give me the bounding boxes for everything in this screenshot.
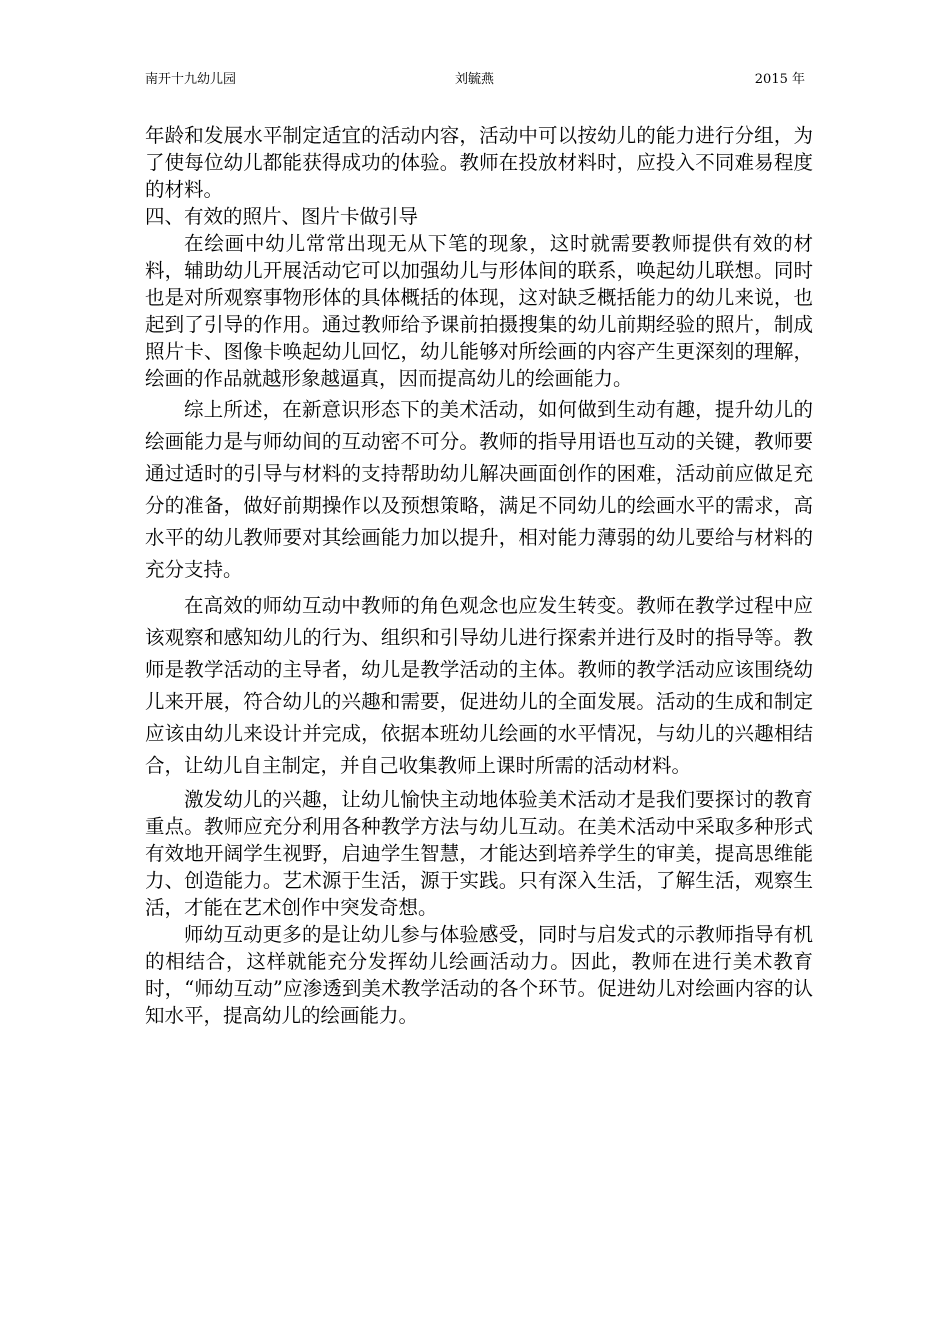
paragraph-teacher-role: 在高效的师幼互动中教师的角色观念也应发生转变。教师在教学过程中应该观察和感知幼儿的行为、组织和引导幼儿进行探索并进行及时的指导等。教师是教学活动的主导者，幼儿是教学活动的主体。教师的教学活动应该围绕幼儿来开展，符合幼儿的兴趣和需要，促进幼儿的全面发展。活动的生成和制定应该由幼儿来设计并完成，依据本班幼儿绘画的水平情况，与幼儿的兴趣相结合，让幼儿自主制定，并自己收集教师上课时所需的活动材料。 xyxy=(145,594,813,777)
header-year: 2015 年 xyxy=(754,72,805,87)
document-body xyxy=(145,122,813,1029)
paragraph-continued: 年龄和发展水平制定适宜的活动内容，活动中可以按幼儿的能力进行分组，为了使每位幼儿都能获得成功的体验。教师在投放材料时，应投入不同难易程度的材料。 xyxy=(145,124,813,201)
paragraph-interest: 激发幼儿的兴趣，让幼儿愉快主动地体验美术活动才是我们要探讨的教育重点。教师应充分利用各种教学方法与幼儿互动。在美术活动中采取多种形式有效地开阔学生视野，启迪学生智慧，才能达到培养学生的审美，提高思维能力、创造能力。艺术源于生活，源于实践。只有深入生活，了解生活，观察生活，才能在艺术创作中突发奇想。 xyxy=(145,788,813,919)
paragraph-photo-cards: 在绘画中幼儿常常出现无从下笔的现象，这时就需要教师提供有效的材料，辅助幼儿开展活动它可以加强幼儿与形体间的联系，唤起幼儿联想。同时也是对所观察事物形体的具体概括的体现，这对缺乏概括能力的幼儿来说，也起到了引导的作用。通过教师给予课前拍摄搜集的幼儿前期经验的照片，制成照片卡、图像卡唤起幼儿回忆，幼儿能够对所绘画的内容产生更深刻的理解，绘画的作品就越形象越逼真，因而提高幼儿的绘画能力。 xyxy=(145,232,813,390)
header-school-name: 南开十九幼儿园 xyxy=(145,72,237,87)
section-heading-4: 四、有效的照片、图片卡做引导 xyxy=(145,205,419,228)
page-header xyxy=(145,68,805,88)
paragraph-conclusion: 师幼互动更多的是让幼儿参与体验感受，同时与启发式的示教师指导有机的相结合，这样就能充分发挥幼儿绘画活动力。因此，教师在进行美术教育时，“师幼互动”应渗透到美术教学活动的各个环节。促进幼儿对绘画内容的认知水平，提高幼儿的绘画能力。 xyxy=(145,923,813,1027)
header-author-name: 刘毓燕 xyxy=(455,72,495,87)
paragraph-summary: 综上所述，在新意识形态下的美术活动，如何做到生动有趣，提升幼儿的绘画能力是与师幼间的互动密不可分。教师的指导用语也互动的关键，教师要通过适时的引导与材料的支持帮助幼儿解决画面创作的困难，活动前应做足充分的准备，做好前期操作以及预想策略，满足不同幼儿的绘画水平的需求，高水平的幼儿教师要对其绘画能力加以提升，相对能力薄弱的幼儿要给与材料的充分支持。 xyxy=(145,398,813,581)
